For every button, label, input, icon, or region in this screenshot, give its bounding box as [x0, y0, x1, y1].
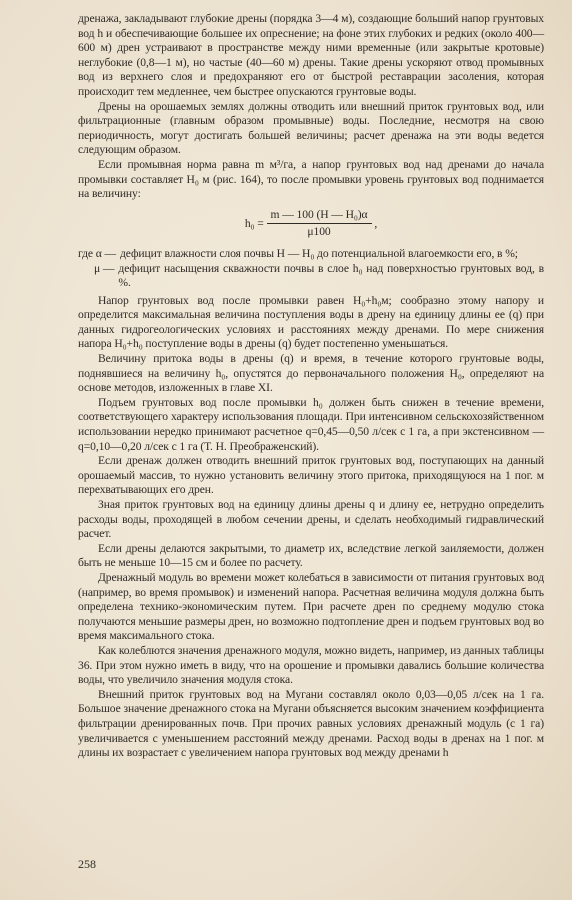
paragraph: Дренажный модуль во времени может колебаться в зависимости от питания грунтовых вод (например, во время промывок) и изменений напора. Расчетная величина модуля должна быть определена технико-экономическим путем. При расчете дрен по среднему модулю стока получаются меньшие размеры дрен, но возможно подтопление дрен и подъем грунтовых вод во время максимального стока. [78, 570, 544, 643]
page-body [78, 12, 544, 761]
paragraph: Как колеблются значения дренажного модуля, можно видеть, например, из данных таблицы 36. При этом нужно иметь в виду, что на орошение и промывки давались большие количества воды, что увеличило значения модуля стока. [78, 643, 544, 687]
definition-lead: где α — [78, 246, 116, 260]
paragraph: Внешний приток грунтовых вод на Мугани составлял около 0,03—0,05 л/сек на 1 га. Большое значение дренажного стока на Мугани объясняется высоким значением коэффициента фильтрации дренированных почв. При прочих равных условиях дренажный модуль (с 1 га) увеличивается с уменьшением расстояний между дренами. Расход воды в дренах на 1 пог. м длины их возрастает с увеличением напора грунтовых вод между дренами h [78, 687, 544, 760]
definition-alpha [78, 247, 544, 262]
formula [78, 208, 544, 240]
paragraph: дренажа, закладывают глубокие дрены (порядка 3—4 м), создающие больший напор грунтовых вод h и обеспечивающие большее их опреснение; на фоне этих глубоких и редких (около 400—600 м) дрен устраивают в пространстве между ними временные (или закрытые кротовые) неглубокие (0,8—1 м), но частые (40—60 м) дрены. Такие дрены ускоряют отвод промывных вод из верхнего слоя и предохраняют его от быстрой реставрации засоления, которая происходит тем медленнее, чем быстрее опускаются грунтовые воды. [78, 12, 544, 98]
paragraph: Величину притока воды в дрены (q) и время, в течение которого грунтовые воды, поднявшиеся на величину h₀, опустятся до первоначального положения H₀, определяют на основе методов, изложенных в главе XI. [78, 352, 544, 395]
formula-denominator: μ100 [307, 225, 331, 239]
formula-tail: , [374, 216, 378, 230]
paragraph: Подъем грунтовых вод после промывки h₀ должен быть снижен в течение времени, соответствующего характеру использования площади. При интенсивном сельскохозяйственном использовании нередко принимают расчетное q=0,45—0,50 л/сек с 1 га, а при экстенсивном — q=0,10—0,20 л/сек с 1 га (Т. Н. Преображенский). [78, 395, 544, 453]
formula-fraction [267, 208, 372, 240]
formula-numerator: m — 100 (H — H₀)α [267, 208, 372, 225]
definition-body: дефицит насыщения скважности почвы в слое h₀ над поверхностью грунтовых вод, в %. [118, 261, 544, 290]
paragraph: Зная приток грунтовых вод на единицу длины дрены q и длину ее, нетрудно определить расходы воды, проходящей в любом сечении дрены, и сделать необходимый гидравлический расчет. [78, 498, 544, 541]
definitions [78, 247, 544, 291]
definition-body: дефицит влажности слоя почвы H — H₀ до потенциальной влагоемкости его, в %; [120, 246, 518, 260]
paragraph: Если дренаж должен отводить внешний приток грунтовых вод, поступающих на данный орошаемый массив, то нужно установить величину этого притока, приходящуюся на 1 пог. м перехватывающих его дрен. [78, 454, 544, 497]
paragraph: Если промывная норма равна m м³/га, а напор грунтовых вод над дренами до начала промывки составляет H₀ м (рис. 164), то после промывки уровень грунтовых вод поднимается на величину: [78, 157, 544, 201]
definition-mu [78, 262, 544, 291]
formula-lhs: h₀ = [244, 216, 264, 230]
definition-lead: μ — [94, 261, 115, 275]
paragraph: Если дрены делаются закрытыми, то диаметр их, вследствие легкой заиляемости, должен быть не меньше 10—15 см и более по расчету. [78, 541, 544, 570]
paragraph: Напор грунтовых вод после промывки равен H₀+h₀м; сообразно этому напору и определится максимальная величина поступления воды в дрену на единицу длины ее (q) при данных гидрогеологических условиях и расстояниях между дренами. По мере снижения напора H₀+h₀ поступление воды в дрены (q) будет постепенно уменьшаться. [78, 293, 544, 351]
page-number: 258 [78, 857, 96, 871]
paragraph: Дрены на орошаемых землях должны отводить или внешний приток грунтовых вод, или фильтрационные (главным образом промывные) воды. Последние, несмотря на свою периодичность, могут достигать большей величины; расчет дренажа на эти воды ведется следующим образом. [78, 99, 544, 157]
